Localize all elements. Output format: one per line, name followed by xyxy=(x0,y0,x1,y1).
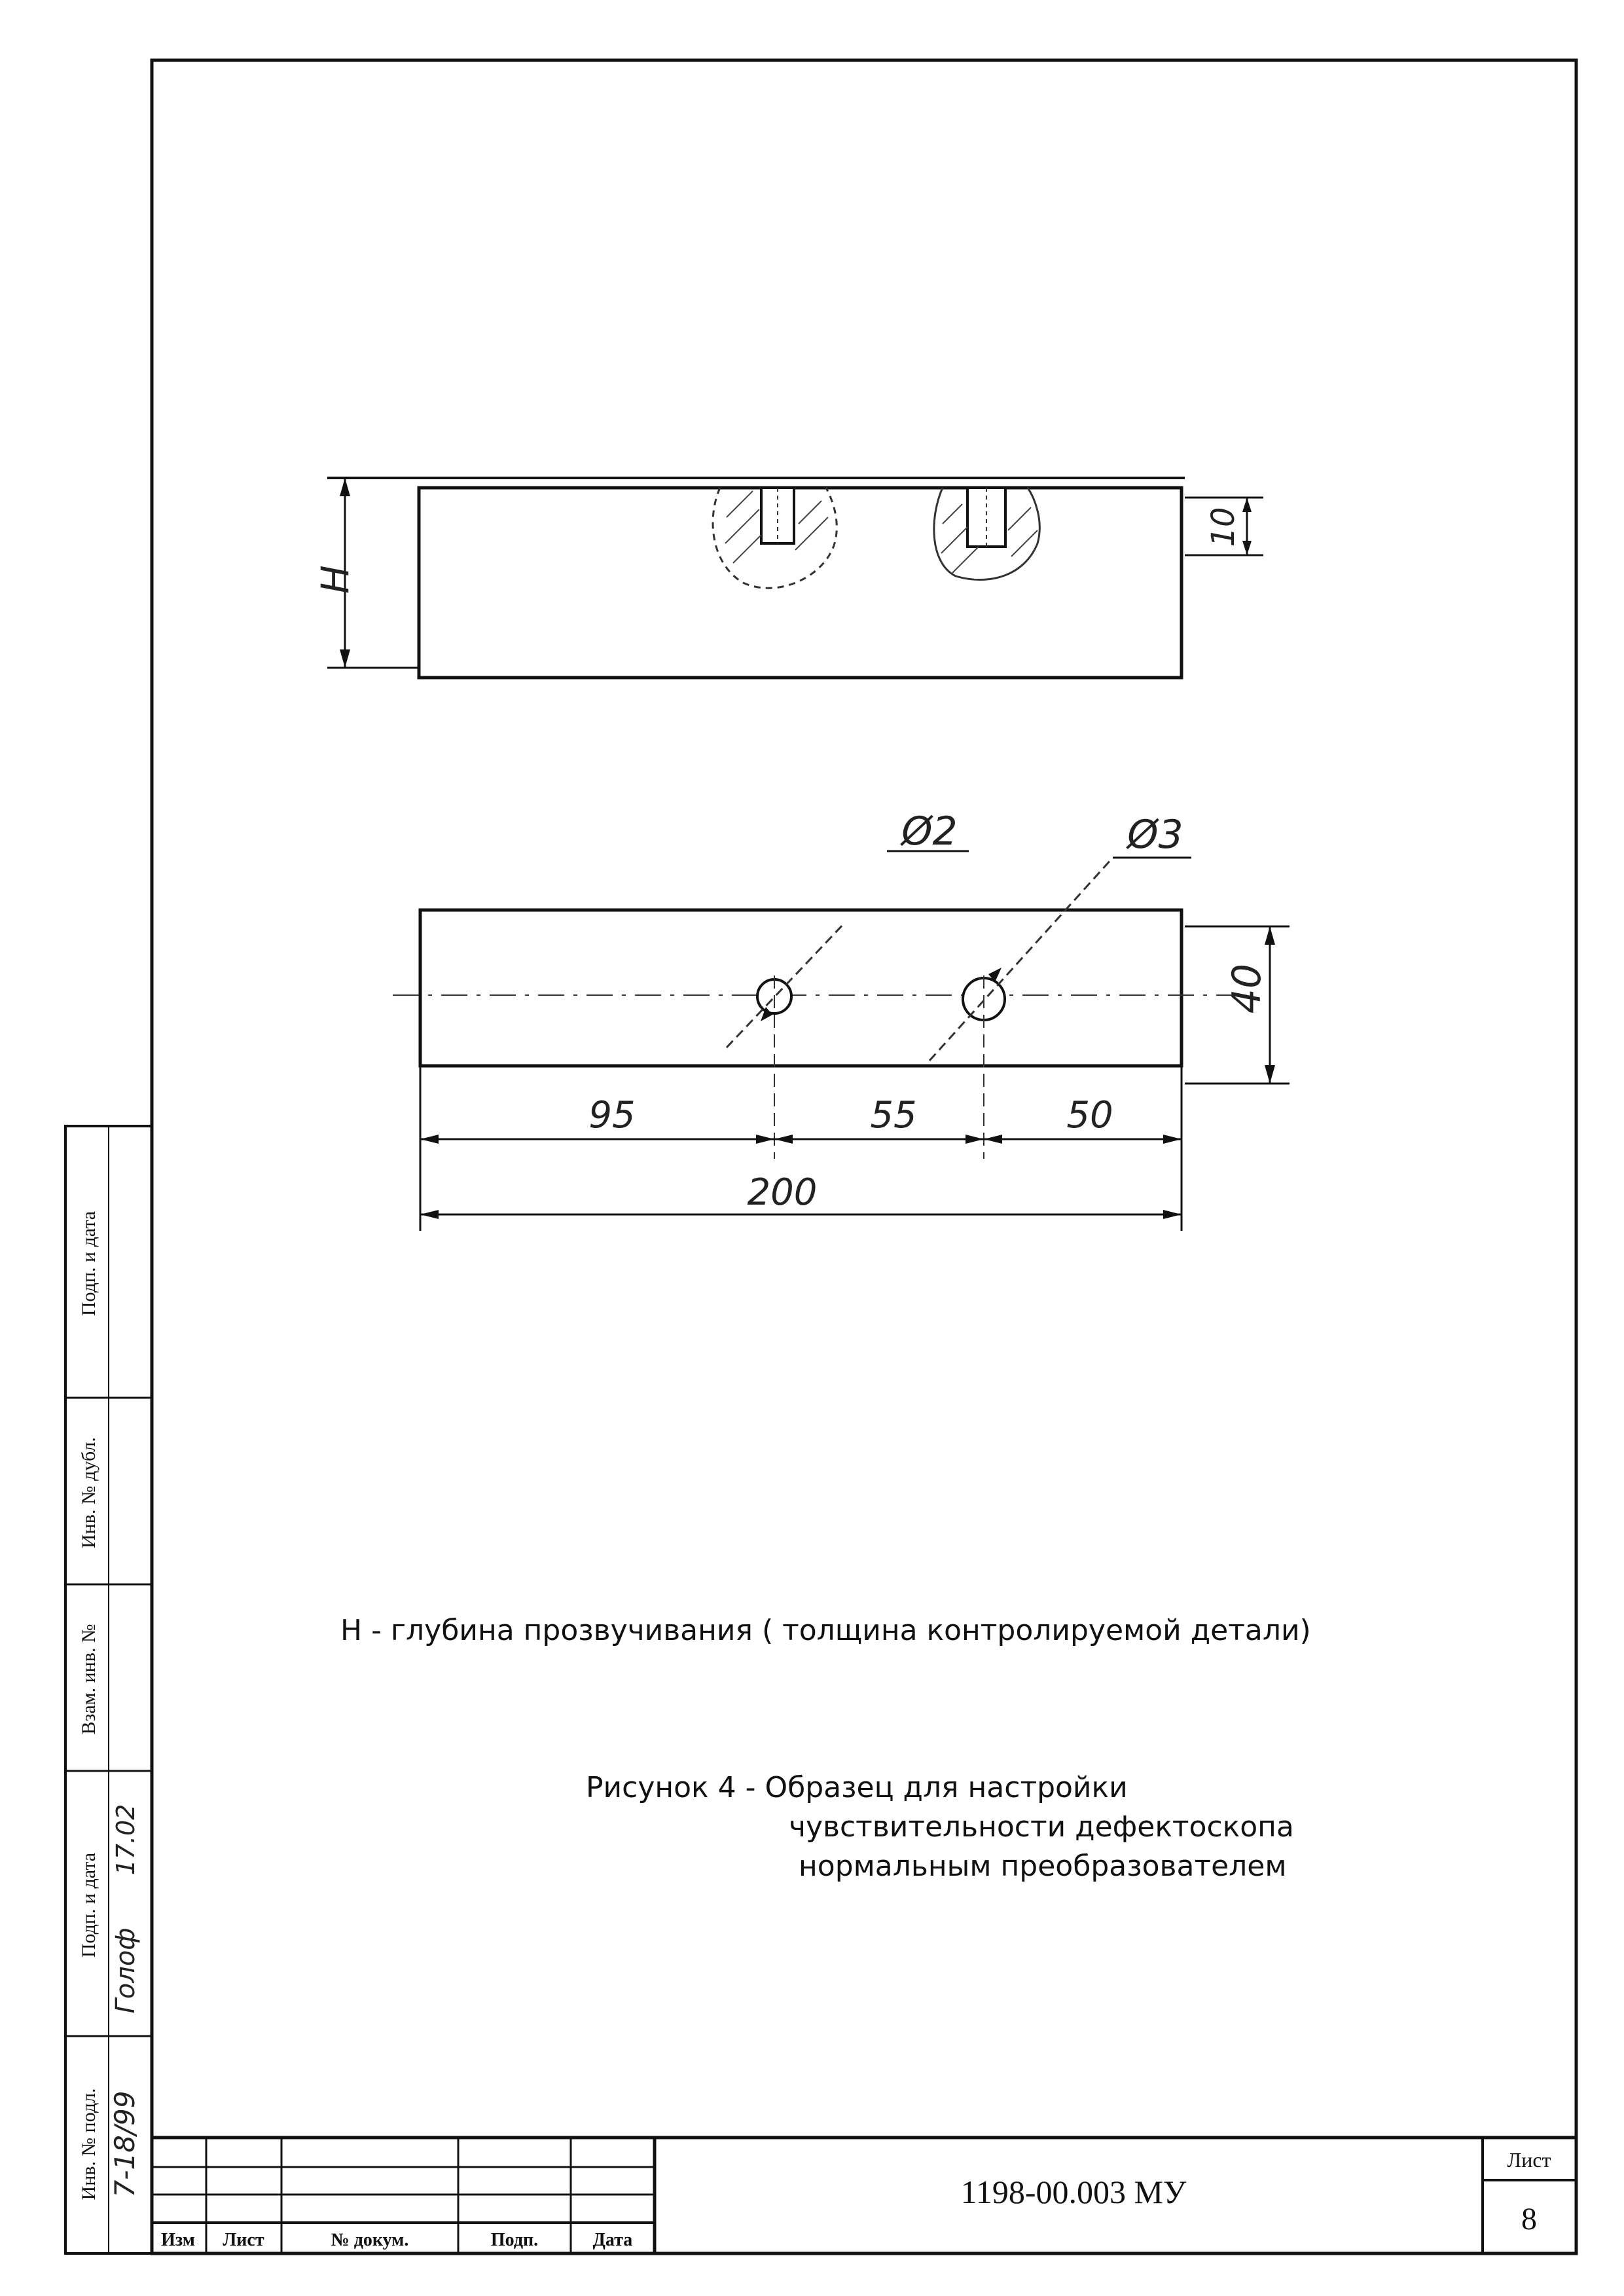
stamp-inv-dubl: Инв. № дубл. xyxy=(78,1437,99,1548)
diameter-large-label: Ø3 xyxy=(1127,812,1183,858)
stamp-podp-data-1: Подп. и дата xyxy=(78,1852,99,1958)
col-podp-label: Подп. xyxy=(490,2230,539,2250)
hole-1-section xyxy=(713,488,837,588)
sheet-label: Лист xyxy=(1507,2148,1551,2172)
stamp-vzam-inv: Взам. инв. № xyxy=(78,1624,99,1735)
col-dokum-label: № докум. xyxy=(331,2230,409,2250)
legend-note: Н - глубина прозвучивания ( толщина контролируемой детали) xyxy=(340,1614,1311,1647)
sheet-frame xyxy=(152,60,1576,2253)
dist-mid-label: 55 xyxy=(870,1094,917,1137)
stamp-inv-podl: Инв. № подл. xyxy=(78,2088,99,2200)
sheet-number: 8 xyxy=(1521,2202,1537,2236)
specimen-side-view xyxy=(313,478,1263,678)
col-data-label: Дата xyxy=(592,2230,633,2250)
caption-line-3: нормальным преобразователем xyxy=(799,1850,1287,1883)
dist-left-label: 95 xyxy=(588,1094,636,1137)
stamp-inv-value: 7-18/99 xyxy=(109,2090,141,2198)
specimen-plan-view xyxy=(393,809,1290,1231)
stamp-signature: Голоф xyxy=(111,1927,141,2014)
total-length-label: 200 xyxy=(747,1171,818,1214)
col-list-label: Лист xyxy=(223,2230,264,2250)
width-label: 40 xyxy=(1224,963,1270,1014)
diameter-small-label: Ø2 xyxy=(901,809,958,854)
document-number: 1198-00.003 МУ xyxy=(960,2174,1187,2210)
col-izm-label: Изм xyxy=(161,2230,195,2250)
hole-depth-label: 10 xyxy=(1205,507,1242,547)
caption-line-1: Рисунок 4 - Образец для настройки xyxy=(586,1771,1128,1804)
dist-right-label: 50 xyxy=(1066,1094,1113,1137)
hole-2-section xyxy=(934,488,1039,580)
stamp-date-value: 17.02 xyxy=(111,1804,140,1876)
height-label: H xyxy=(313,565,357,594)
caption-line-2: чувствительности дефектоскопа xyxy=(789,1810,1294,1844)
stamp-podp-data-2: Подп. и дата xyxy=(78,1211,99,1317)
